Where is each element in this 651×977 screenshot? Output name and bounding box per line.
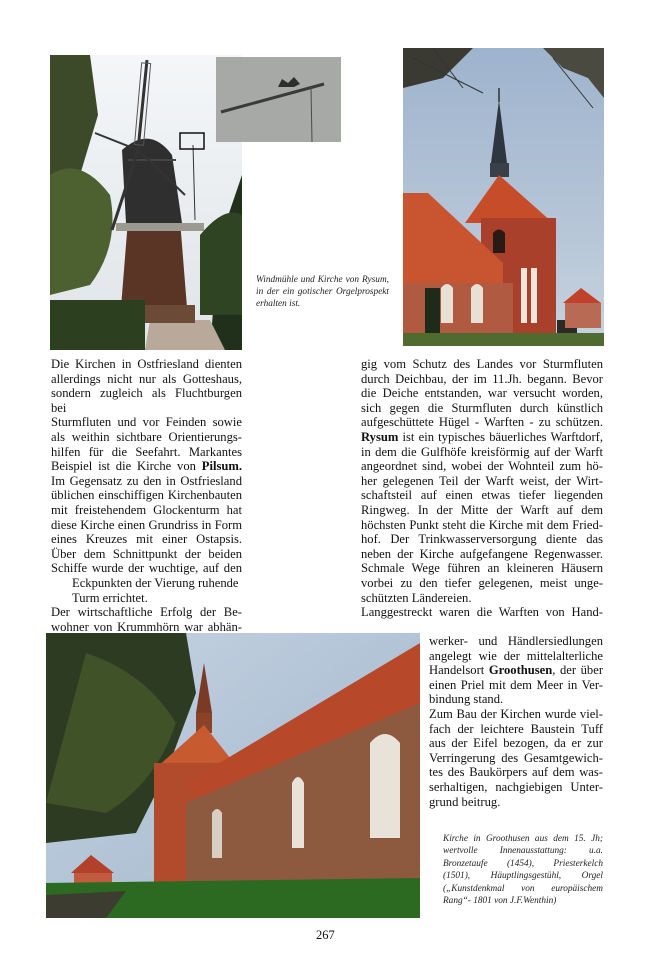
text-line bbox=[361, 430, 603, 445]
page-number: 267 bbox=[316, 928, 335, 942]
text-line bbox=[51, 459, 242, 474]
windmill-photo bbox=[50, 55, 242, 350]
text-line: gig vom Schutz des Landes vor Sturmfluten bbox=[361, 357, 603, 371]
text-line bbox=[429, 663, 603, 678]
caption-line: Bronzetaufe (1454), Priesterkelch bbox=[443, 858, 603, 869]
place-name-groothusen: Groothusen bbox=[488, 663, 553, 678]
text-line: die Deiche entstanden, war versucht worden, bbox=[361, 386, 603, 401]
caption-line: („Kunstdenkmal von europäischem bbox=[443, 883, 603, 894]
text-span: , der über bbox=[552, 663, 604, 678]
text-line: aus der Eifel bezogen, da er zur bbox=[429, 736, 603, 751]
text-line: Eckpunkten der Vierung ruhende bbox=[72, 575, 239, 590]
text-line: höchsten Punkt steht die Kirche mit dem Fried- bbox=[361, 517, 603, 532]
text-line: wohner von Krummhörn war abhän- bbox=[51, 619, 242, 634]
text-line: sich gegen die Sturmfluten durch künstlich bbox=[361, 400, 603, 415]
text-line: fach der leichtere Baustein Tuff bbox=[429, 721, 603, 736]
text-line: schaftsteil auf einen etwas tiefer liegenden bbox=[361, 488, 603, 503]
text-line: allerdings nicht nur als Gotteshaus, bbox=[51, 371, 242, 386]
caption-line: Rang“- 1801 von J.F.Wenthin) bbox=[443, 896, 557, 907]
text-column-left bbox=[51, 357, 242, 634]
text-line: angeordnet sind, wobei der Wohnteil zum hö- bbox=[361, 459, 603, 474]
text-line: hof. Der Trinkwasserversorgung diente das bbox=[361, 532, 603, 547]
text-line: Verringerung des Gesamtgewich- bbox=[429, 750, 603, 765]
text-line: Langgestreckt waren die Warften von Hand- bbox=[361, 605, 603, 620]
text-line: eines Kreuzes mit einer Ostapsis. bbox=[51, 532, 242, 547]
text-line: in dem die Gulfhöfe kreisförmig auf der Warft bbox=[361, 444, 603, 459]
text-line: als weithin sichtbare Orientierungs- bbox=[51, 429, 242, 444]
text-line: Sturmfluten und vor Feinden sowie bbox=[51, 415, 242, 430]
groothusen-church-photo bbox=[46, 633, 420, 918]
text-line: neben der Kirche aufgefangene Regenwasser. bbox=[361, 546, 603, 561]
caption-line: Kirche in Groothusen aus dem 15. Jh; bbox=[443, 834, 603, 844]
text-line: hilfen für die Seefahrt. Markantes bbox=[51, 444, 242, 459]
caption-line: (1501), Häuptlingsgestühl, Orgel bbox=[443, 871, 603, 882]
text-line: tes des Baukörpers auf dem was- bbox=[429, 765, 603, 780]
text-line: Über dem Schnittpunkt der beiden bbox=[51, 546, 242, 561]
text-line: Der wirtschaftliche Erfolg der Be- bbox=[51, 605, 242, 620]
text-line: bindung stand. bbox=[429, 692, 504, 707]
caption-line: wertvolle Innenausstattung: u.a. bbox=[443, 846, 603, 857]
text-line: üblichen einschiffigen Kirchenbauten bbox=[51, 488, 242, 503]
text-line: aufgeschüttete Hügel - Warften - zu schützen. bbox=[361, 415, 603, 430]
rysum-church-photo bbox=[403, 48, 604, 346]
text-line: Schmale Wege führen an kleineren Häusern bbox=[361, 561, 603, 576]
text-line: Zum Bau der Kirchen wurde viel- bbox=[429, 706, 603, 721]
text-span: Handelsort bbox=[429, 663, 489, 678]
text-column-right bbox=[361, 357, 603, 620]
text-line: schützten Ländereien. bbox=[361, 590, 472, 605]
text-line: mit freistehendem Glockenturm hat bbox=[51, 502, 242, 517]
text-line: werker- und Händlersiedlungen bbox=[429, 634, 603, 648]
text-line: diese Kirche einen Grundriss in Form bbox=[51, 517, 242, 532]
place-name-pilsum: Pilsum. bbox=[201, 459, 242, 474]
groothusen-caption bbox=[443, 833, 603, 907]
place-name-rysum: Rysum bbox=[361, 429, 399, 444]
text-line: vorbei zu den tiefer gelegenen, meist unge- bbox=[361, 575, 603, 590]
text-line: einen Priel mit dem Meer in Ver- bbox=[429, 677, 603, 692]
text-column-lower bbox=[429, 634, 603, 809]
text-line: her gelegenen Teil der Warft weist, der Wirt- bbox=[361, 473, 603, 488]
windmill-detail-photo bbox=[216, 57, 341, 142]
text-line: grund beitrug. bbox=[429, 794, 501, 809]
text-line: durch Deichbau, der im 11.Jh. begann. Bevor bbox=[361, 371, 603, 386]
text-line: Turm errichtet. bbox=[72, 590, 148, 605]
text-line: Im Gegensatz zu den in Ostfriesland bbox=[51, 473, 242, 488]
rysum-caption: Windmühle und Kirche von Rysum, in der ein gotischer Orgelprospekt erhalten ist. bbox=[256, 275, 389, 310]
text-line: Ringweg. In der Mitte der Warft auf dem bbox=[361, 502, 603, 517]
text-line: Die Kirchen in Ostfriesland dienten bbox=[51, 357, 242, 371]
text-line: serhaltigen, nachgiebigen Unter- bbox=[429, 779, 603, 794]
text-line: Schiffe wurde der wuchtige, auf den bbox=[51, 561, 242, 576]
text-span: Beispiel ist die Kirche von bbox=[51, 459, 202, 474]
text-line: sondern zugleich als Fluchtburgen bei bbox=[51, 386, 242, 415]
text-span: ist ein typisches bäuerliches Warftdorf, bbox=[398, 429, 603, 444]
text-line: angelegt wie der mittelalterliche bbox=[429, 648, 603, 663]
